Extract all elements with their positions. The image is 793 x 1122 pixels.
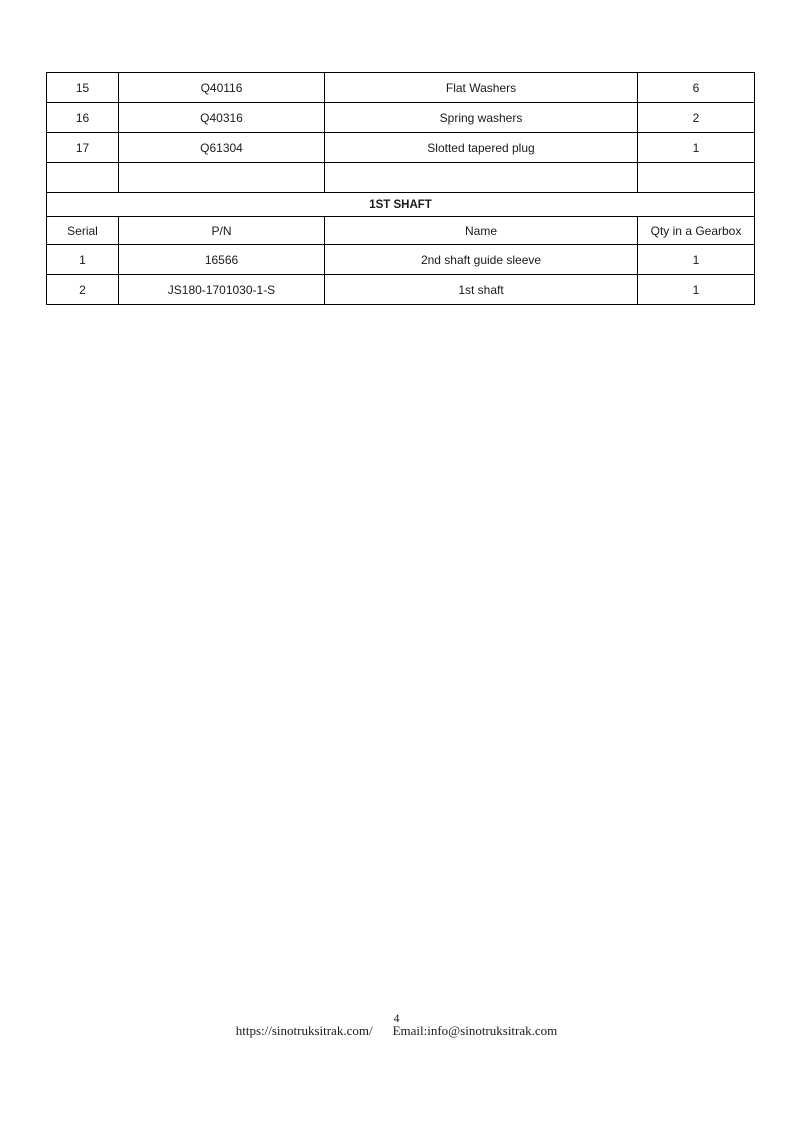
empty-row [47, 163, 755, 193]
part-name-cell: Spring washers [325, 103, 638, 133]
empty-cell [47, 163, 119, 193]
footer-email[interactable]: Email:info@sinotruksitrak.com [392, 1023, 558, 1038]
part-number-cell: 16566 [119, 245, 325, 275]
section-title: 1ST SHAFT [47, 193, 755, 217]
quantity-cell: 1 [638, 275, 755, 305]
table-row [47, 133, 755, 163]
header-serial: Serial [47, 217, 119, 245]
table-row [47, 245, 755, 275]
parts-table [46, 72, 755, 305]
part-name-cell: Flat Washers [325, 73, 638, 103]
part-number-cell: Q61304 [119, 133, 325, 163]
empty-cell [119, 163, 325, 193]
header-name: Name [325, 217, 638, 245]
quantity-cell: 1 [638, 245, 755, 275]
part-number-cell: JS180-1701030-1-S [119, 275, 325, 305]
table-row [47, 103, 755, 133]
header-quantity: Qty in a Gearbox [638, 217, 755, 245]
part-name-cell: 1st shaft [325, 275, 638, 305]
serial-cell: 1 [47, 245, 119, 275]
serial-cell: 2 [47, 275, 119, 305]
quantity-cell: 2 [638, 103, 755, 133]
footer-website[interactable]: https://sinotruksitrak.com/ [235, 1023, 373, 1038]
header-part-number: P/N [119, 217, 325, 245]
quantity-cell: 1 [638, 133, 755, 163]
empty-cell [638, 163, 755, 193]
table-row [47, 73, 755, 103]
part-number-cell: Q40316 [119, 103, 325, 133]
serial-cell: 17 [47, 133, 119, 163]
serial-cell: 16 [47, 103, 119, 133]
part-name-cell: Slotted tapered plug [325, 133, 638, 163]
part-number-cell: Q40116 [119, 73, 325, 103]
quantity-cell: 6 [638, 73, 755, 103]
footer-contact [0, 1023, 793, 1039]
empty-cell [325, 163, 638, 193]
section-title-row [47, 193, 755, 217]
header-row [47, 217, 755, 245]
page-number: 4 [393, 1011, 400, 1025]
part-name-cell: 2nd shaft guide sleeve [325, 245, 638, 275]
serial-cell: 15 [47, 73, 119, 103]
table-row [47, 275, 755, 305]
